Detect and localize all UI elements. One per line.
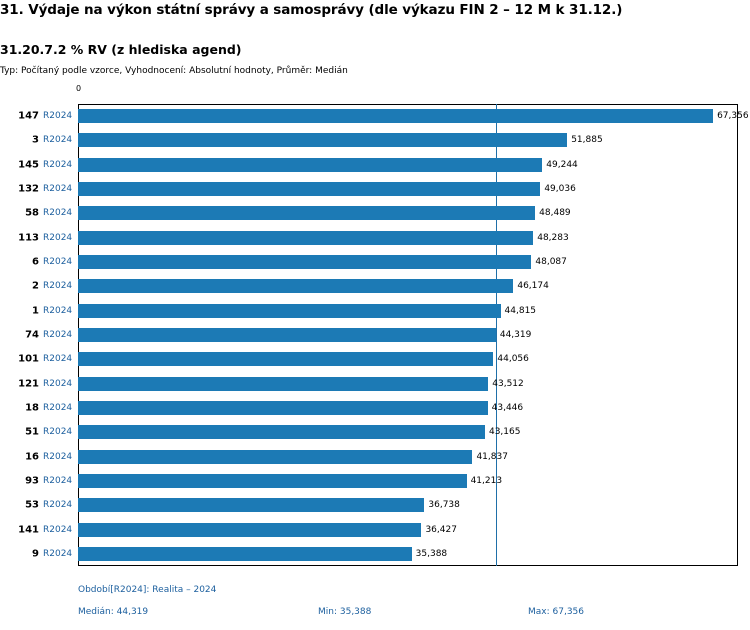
bar-row (78, 226, 738, 250)
row-rank-label: 3 (32, 134, 39, 146)
bar[interactable] (78, 377, 488, 391)
row-rank-label: 18 (25, 402, 39, 414)
row-category-label: R2024 (43, 378, 73, 389)
bar-row (78, 274, 738, 298)
row-category-label: R2024 (43, 354, 73, 365)
bar[interactable] (78, 231, 533, 245)
row-category-label: R2024 (43, 500, 73, 511)
bar-row (78, 153, 738, 177)
bar[interactable] (78, 474, 467, 488)
row-category-label: R2024 (43, 475, 73, 486)
plot-area (78, 104, 749, 566)
bar[interactable] (78, 304, 501, 318)
row-rank-label: 53 (25, 499, 39, 511)
row-category-label: R2024 (43, 184, 73, 195)
bar-row (78, 177, 738, 201)
chart-type-line: Typ: Počítaný podle vzorce, Vyhodnocení: Absolutní hodnoty, Průměr: Medián (0, 66, 348, 76)
row-category-label: R2024 (43, 208, 73, 219)
bar-value-label: 35,388 (415, 548, 448, 559)
bar-value-label: 44,056 (497, 354, 529, 365)
bar[interactable] (78, 158, 542, 172)
row-rank-label: 145 (18, 159, 39, 171)
bar-value-label: 43,512 (492, 378, 524, 389)
bars-container (78, 104, 749, 566)
bar[interactable] (78, 328, 496, 342)
bar-value-label: 41,213 (470, 475, 503, 486)
bar-value-label: 48,087 (535, 257, 567, 268)
bar-row (78, 444, 738, 468)
bar-row (78, 469, 738, 493)
bar[interactable] (78, 498, 424, 512)
bar-row (78, 517, 738, 541)
bar-value-label: 48,283 (537, 232, 569, 243)
row-rank-label: 58 (25, 207, 39, 219)
row-category-label: R2024 (43, 111, 73, 122)
bar-row (78, 104, 749, 128)
page-title: 31. Výdaje na výkon státní správy a samosprávy (dle výkazu FIN 2 – 12 M k 31.12.) (0, 2, 623, 18)
bar-value-label: 43,446 (491, 402, 524, 413)
bar[interactable] (78, 425, 485, 439)
bar[interactable] (78, 523, 421, 537)
bar-value-label: 41,837 (476, 451, 508, 462)
bar-value-label: 48,489 (539, 208, 571, 219)
stat-max: Max: 67,356 (528, 607, 584, 617)
bar-value-label: 44,319 (499, 329, 532, 340)
bar-row (78, 420, 738, 444)
row-category-label: R2024 (43, 232, 73, 243)
row-rank-label: 6 (32, 256, 39, 268)
bar[interactable] (78, 279, 513, 293)
row-rank-label: 2 (32, 280, 39, 292)
bar-row (78, 347, 738, 371)
row-rank-label: 141 (18, 524, 39, 536)
row-category-label: R2024 (43, 451, 73, 462)
legend-entry: Období[R2024]: Realita – 2024 (78, 585, 217, 595)
row-category-label: R2024 (43, 159, 73, 170)
bar-row (78, 371, 738, 395)
row-rank-label: 121 (18, 378, 39, 390)
row-rank-label: 51 (25, 426, 39, 438)
bar-value-label: 44,815 (504, 305, 537, 316)
bar-row (78, 128, 738, 152)
bar-value-label: 49,036 (544, 184, 576, 195)
bar-row (78, 493, 738, 517)
row-rank-label: 147 (18, 110, 39, 122)
bar-value-label: 46,174 (517, 281, 549, 292)
row-rank-label: 132 (18, 183, 39, 195)
bar-value-label: 36,427 (425, 524, 457, 535)
bar[interactable] (78, 547, 412, 561)
row-category-label: R2024 (43, 257, 73, 268)
row-rank-label: 101 (18, 353, 39, 365)
row-rank-label: 93 (25, 475, 39, 487)
row-rank-label: 9 (32, 548, 39, 560)
row-rank-label: 113 (18, 232, 39, 244)
bar-value-label: 49,244 (546, 159, 578, 170)
stat-min: Min: 35,388 (318, 607, 372, 617)
bar[interactable] (78, 109, 713, 123)
row-category-label: R2024 (43, 305, 73, 316)
row-rank-label: 1 (32, 305, 39, 317)
bar[interactable] (78, 182, 540, 196)
bar-row (78, 323, 738, 347)
row-category-label: R2024 (43, 330, 73, 340)
row-category-label: R2024 (43, 524, 73, 535)
bar-row (78, 201, 738, 225)
bar-row (78, 250, 738, 274)
chart-subtitle: 31.20.7.2 % RV (z hlediska agend) (0, 42, 242, 57)
bar-row (78, 299, 738, 323)
row-rank-label: 74 (25, 329, 39, 341)
bar[interactable] (78, 352, 493, 366)
stat-median: Medián: 44,319 (78, 607, 149, 617)
bar-row (78, 542, 738, 566)
bar[interactable] (78, 255, 531, 269)
row-category-label: R2024 (43, 281, 73, 292)
bar-row (78, 396, 738, 420)
bar[interactable] (78, 450, 472, 464)
bar[interactable] (78, 133, 567, 147)
row-category-label: R2024 (43, 548, 73, 559)
bar[interactable] (78, 401, 488, 415)
row-labels (0, 104, 78, 566)
row-category-label: R2024 (43, 402, 73, 413)
bar-value-label: 51,885 (571, 135, 603, 146)
row-rank-label: 16 (25, 451, 39, 463)
bar-value-label: 43,165 (488, 427, 521, 438)
x-axis-zero-tick: 0 (76, 84, 82, 93)
bar-value-label: 36,738 (428, 500, 460, 511)
bar-value-label: 67,356 (717, 111, 749, 122)
row-category-label: R2024 (43, 427, 73, 438)
row-category-label: R2024 (43, 135, 73, 146)
bar[interactable] (78, 206, 535, 220)
